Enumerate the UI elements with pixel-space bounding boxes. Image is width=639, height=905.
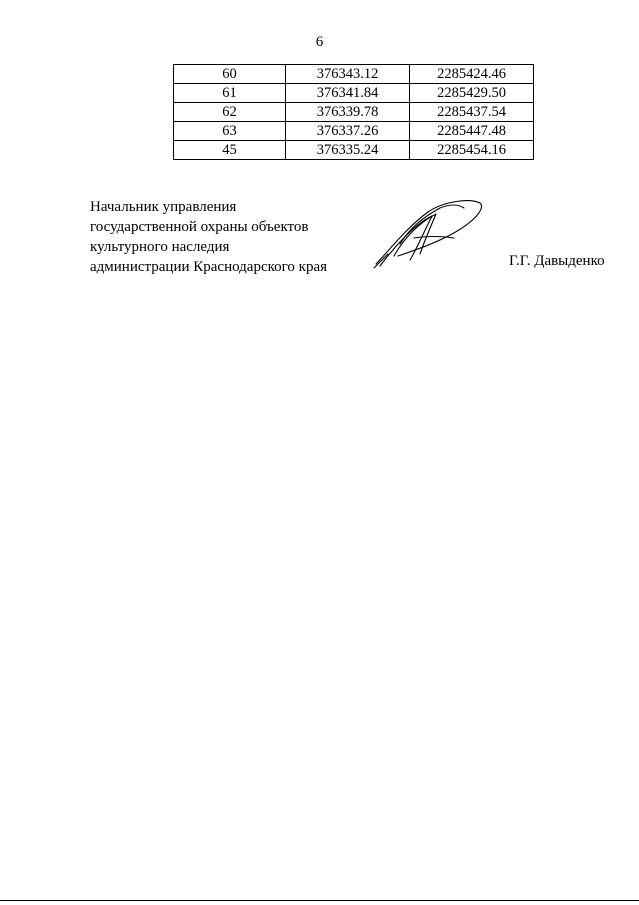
point-number-cell: 45: [174, 141, 286, 160]
x-coordinate-cell: 376335.24: [286, 141, 410, 160]
signatory-title-line: Начальник управления: [90, 199, 237, 215]
table-row: [174, 141, 534, 160]
signatory-title-line: государственной охраны объектов: [90, 219, 309, 235]
signatory-title-line: культурного наследия: [90, 239, 230, 255]
x-coordinate-cell: 376343.12: [286, 65, 410, 84]
x-coordinate-cell: 376339.78: [286, 103, 410, 122]
table-row: [174, 122, 534, 141]
coordinates-table: [173, 64, 534, 160]
signatory-title-line: администрации Краснодарского края: [90, 259, 328, 275]
page-number: 6: [315, 34, 324, 50]
handwritten-signature: [370, 198, 485, 270]
signatory-name: Г.Г. Давыденко: [509, 253, 605, 269]
point-number-cell: 60: [174, 65, 286, 84]
y-coordinate-cell: 2285437.54: [410, 103, 534, 122]
y-coordinate-cell: 2285424.46: [410, 65, 534, 84]
point-number-cell: 63: [174, 122, 286, 141]
table-row: [174, 103, 534, 122]
table-row: [174, 84, 534, 103]
y-coordinate-cell: 2285454.16: [410, 141, 534, 160]
y-coordinate-cell: 2285429.50: [410, 84, 534, 103]
point-number-cell: 62: [174, 103, 286, 122]
x-coordinate-cell: 376337.26: [286, 122, 410, 141]
page-bottom-divider: [0, 900, 639, 901]
point-number-cell: 61: [174, 84, 286, 103]
signatory-title: [90, 197, 327, 277]
x-coordinate-cell: 376341.84: [286, 84, 410, 103]
table-row: [174, 65, 534, 84]
y-coordinate-cell: 2285447.48: [410, 122, 534, 141]
